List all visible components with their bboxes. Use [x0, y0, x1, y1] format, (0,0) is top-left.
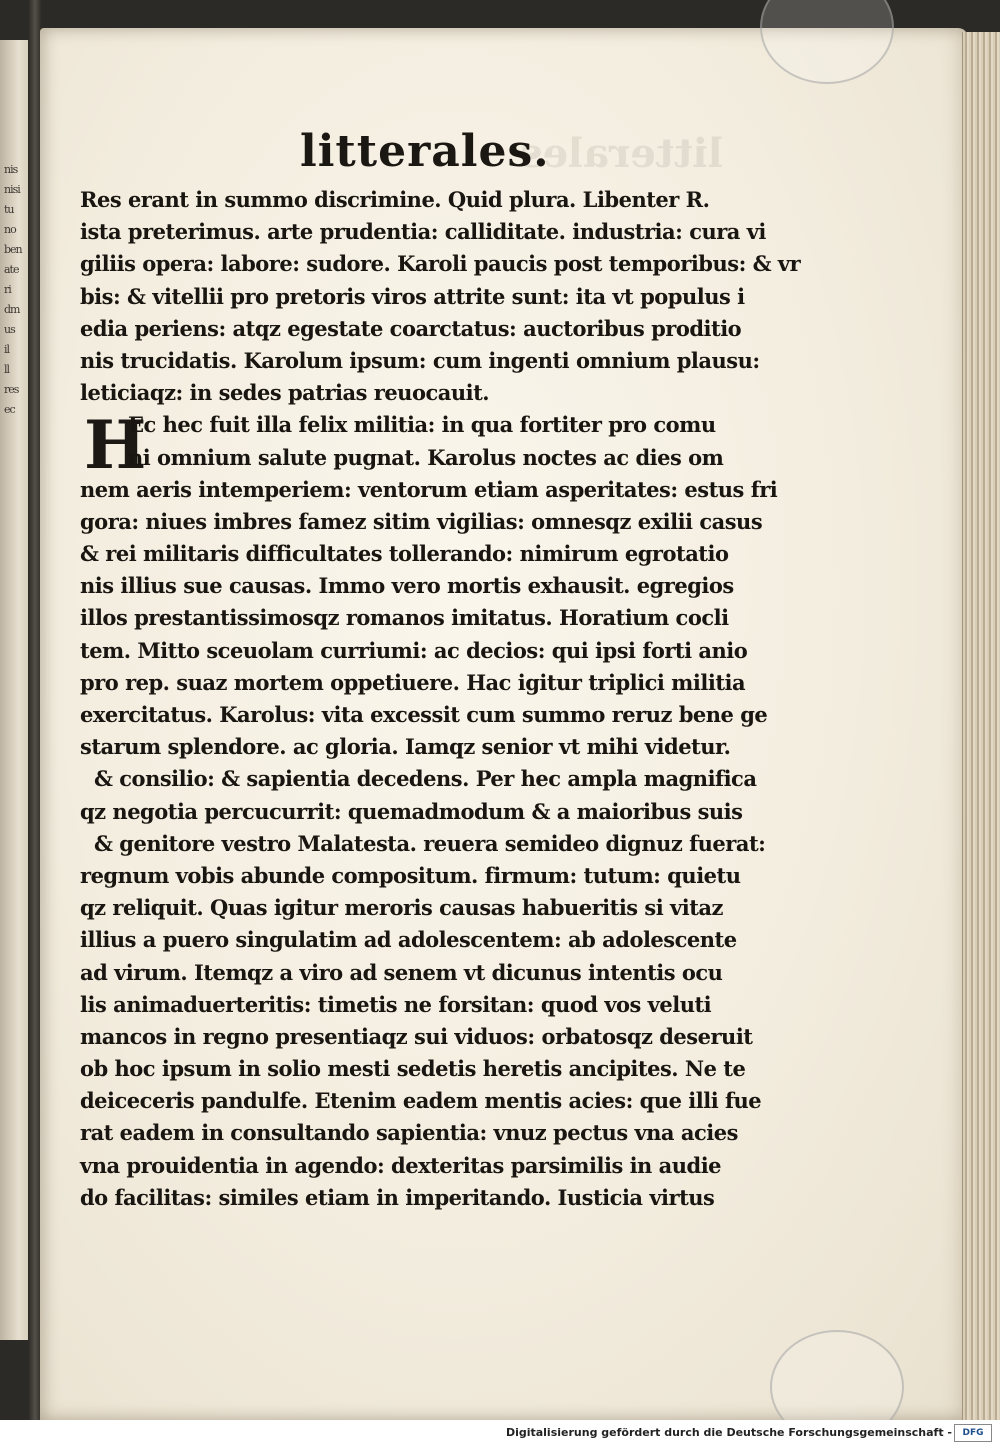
text-line: gora: niues imbres famez sitim vigilias: omnesqz exilii casus [80, 508, 763, 534]
text-line: & consilio: & sapientia decedens. Per hec ampla magnifica [94, 766, 757, 792]
text-line: illius a puero singulatim ad adolescentem: ab adolescente [80, 927, 737, 953]
text-line: Res erant in summo discrimine. Quid plura. Libenter R. [80, 187, 710, 212]
text-line: nis trucidatis. Karolum ipsum: cum ingenti omnium plausu: [80, 347, 760, 373]
show-through-text: litterales [520, 130, 723, 177]
text-line: edia periens: atqz egestate coarctatus: auctoribus proditio [80, 315, 742, 341]
text-line: ad virum. Itemqz a viro ad senem vt dicunus intentis ocu [80, 959, 723, 985]
text-line: do facilitas: similes etiam in imperitando. Iusticia virtus [80, 1184, 715, 1210]
drop-initial: H [84, 406, 147, 484]
facing-page-fragment: ll [4, 363, 10, 376]
text-line: exercitatus. Karolus: vita excessit cum summo reruz bene ge [80, 702, 768, 727]
facing-page-fragment: ben [4, 243, 22, 256]
text-line: nem aeris intemperiem: ventorum etiam asperitates: estus fri [80, 476, 778, 502]
facing-page-fragment: ri [4, 283, 11, 296]
text-line: vna prouidentia in agendo: dexteritas parsimilis in audie [80, 1152, 722, 1178]
text-line: regnum vobis abunde compositum. firmum: tutum: quietu [80, 862, 741, 888]
text-line: ista preterimus. arte prudentia: calliditate. industria: cura vi [80, 219, 766, 245]
text-line: deiceceris pandulfe. Etenim eadem mentis acies: que illi fue [80, 1088, 762, 1114]
facing-page-fragment: nis [4, 163, 18, 176]
facing-page-fragment: il [4, 343, 10, 356]
funding-credit: Digitalisierung gefördert durch die Deutsche Forschungsgemeinschaft - [505, 1426, 952, 1439]
facing-page-fragment: nisi [4, 183, 20, 196]
text-line: bis: & vitellii pro pretoris viros attrite sunt: ita vt populus i [80, 283, 745, 309]
text-block [80, 184, 801, 1214]
text-line: rat eadem in consultando sapientia: vnuz pectus vna acies [80, 1120, 738, 1146]
text-line: ob hoc ipsum in solio mesti sedetis heretis ancipites. Ne te [80, 1056, 746, 1082]
dfg-logo: DFG [954, 1424, 992, 1442]
text-line: tem. Mitto sceuolam curriumi: ac decios: qui ipsi forti anio [80, 637, 748, 663]
facing-page-fragment: ec [4, 403, 15, 416]
text-line: qz negotia percucurrit: quemadmodum & a maioribus suis [80, 798, 743, 824]
facing-page-fragment: ate [4, 263, 19, 276]
facing-page-fragment: tu [4, 203, 14, 216]
running-header: litterales. [300, 126, 550, 177]
text-line: giliis opera: labore: sudore. Karoli paucis post temporibus: & vr [80, 251, 801, 277]
footer-bar [0, 1420, 1000, 1446]
facing-page-text [4, 160, 30, 420]
text-line: nis illius sue causas. Immo vero mortis exhausit. egregios [80, 573, 734, 599]
facing-page-fragment: us [4, 323, 15, 336]
text-line: & rei militaris difficultates tollerando: nimirum egrotatio [80, 541, 729, 567]
text-line: illos prestantissimosqz romanos imitatus. Horatium cocli [80, 605, 729, 631]
text-line: starum splendore. ac gloria. Iamqz senior vt mihi videtur. [80, 734, 731, 760]
facing-page-fragment: res [4, 383, 19, 396]
facing-page-fragment: dm [4, 303, 20, 316]
text-line: qz reliquit. Quas igitur meroris causas habueritis si vitaz [80, 895, 723, 921]
text-line: ni omnium salute pugnat. Karolus noctes ac dies om [128, 444, 724, 470]
text-line: mancos in regno presentiaqz sui viduos: orbatosqz deseruit [80, 1023, 753, 1049]
text-line: & genitore vestro Malatesta. reuera semideo dignuz fuerat: [94, 830, 766, 856]
text-line: leticiaqz: in sedes patrias reuocauit. [80, 380, 490, 406]
text-line: Ec hec fuit illa felix militia: in qua fortiter pro comu [128, 412, 716, 438]
page-block-edge [962, 32, 1000, 1420]
text-line: lis animaduerteritis: timetis ne forsitan: quod vos veluti [80, 991, 712, 1017]
facing-page-fragment: no [4, 223, 16, 236]
text-line: pro rep. suaz mortem oppetiuere. Hac igitur triplici militia [80, 669, 746, 695]
